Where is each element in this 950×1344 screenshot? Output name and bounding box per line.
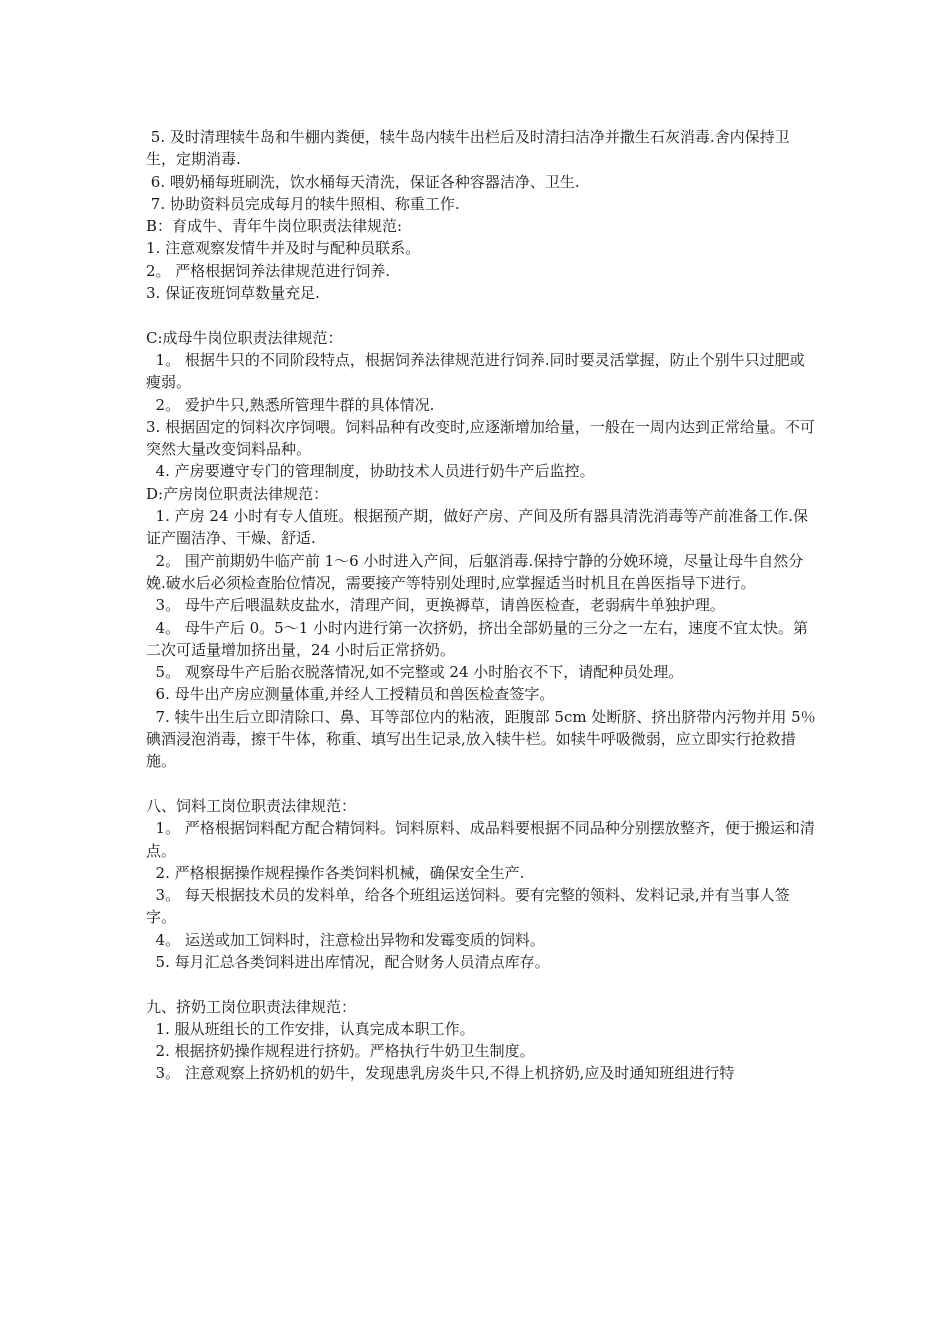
paragraph: 1. 注意观察发情牛并及时与配种员联系。 [146, 239, 421, 258]
paragraph: 1。 严格根据饲料配方配合精饲料。饲料原料、成品料要根据不同品种分别摆放整齐，便于搬运和清点。 [146, 819, 815, 860]
paragraph: 7. 犊牛出生后立即清除口、鼻、耳等部位内的粘液，距腹部 5cm 处断脐、挤出脐带内污物并用 5％碘酒浸泡消毒，擦干牛体，称重、填写出生记录,放入犊牛栏。如犊牛呼吸微弱，应立即实行抢救措施。 [146, 707, 816, 771]
paragraph: 3。 每天根据技术员的发料单，给各个班组运送饲料。要有完整的领料、发料记录,并有当事人签字。 [146, 886, 790, 927]
blank-line [146, 973, 818, 995]
paragraph: 2。 围产前期奶牛临产前 1～6 小时进入产间，后躯消毒.保持宁静的分娩环境，尽量让母牛自然分娩.破水后必须检查胎位情况，需要接产等特别处理时,应掌握适当时机且在兽医指导下进行。 [146, 551, 804, 592]
blank-line [146, 773, 818, 795]
paragraph: 4。 母牛产后 0。5～1 小时内进行第一次挤奶，挤出全部奶量的三分之一左右，速度不宜太快。第二次可适量增加挤出量，24 小时后正常挤奶。 [146, 618, 809, 659]
section-heading-c: C:成母牛岗位职责法律规范： [146, 328, 343, 347]
paragraph: 7. 协助资料员完成每月的犊牛照相、称重工作. [146, 194, 460, 213]
section-heading-b: B：育成牛、青年牛岗位职责法律规范: [146, 217, 403, 236]
paragraph: 3。 注意观察上挤奶机的奶牛，发现患乳房炎牛只,不得上机挤奶,应及时通知班组进行特 [146, 1064, 735, 1083]
blank-line [146, 304, 818, 326]
paragraph: 4。 运送或加工饲料时，注意检出异物和发霉变质的饲料。 [146, 930, 545, 949]
paragraph: 4. 产房要遵守专门的管理制度，协助技术人员进行奶牛产后监控。 [146, 462, 595, 481]
paragraph: 2。 严格根据饲养法律规范进行饲养. [146, 261, 391, 280]
paragraph: 5. 及时清理犊牛岛和牛棚内粪便，犊牛岛内犊牛出栏后及时清扫洁净并撒生石灰消毒.舍内保持卫生，定期消毒. [146, 128, 790, 169]
paragraph: 5. 每月汇总各类饲料进出库情况，配合财务人员清点库存。 [146, 952, 550, 971]
paragraph: 2。 爱护牛只,熟悉所管理牛群的具体情况. [146, 395, 435, 414]
paragraph: 3. 保证夜班饲草数量充足. [146, 284, 320, 303]
section-heading-8: 八、饲料工岗位职责法律规范： [146, 796, 357, 815]
paragraph: 2. 根据挤奶操作规程进行挤奶。严格执行牛奶卫生制度。 [146, 1042, 535, 1061]
paragraph: 1. 服从班组长的工作安排，认真完成本职工作。 [146, 1019, 475, 1038]
paragraph: 5。 观察母牛产后胎衣脱落情况,如不完整或 24 小时胎衣不下，请配种员处理。 [146, 663, 684, 682]
paragraph: 1。 根据牛只的不同阶段特点，根据饲养法律规范进行饲养.同时要灵活掌握，防止个别牛只过肥或瘦弱。 [146, 350, 805, 392]
paragraph: 3. 根据固定的饲料次序饲喂。饲料品种有改变时,应逐渐增加给量，一般在一周内达到正常给量。不可突然大量改变饲料品种。 [146, 417, 815, 459]
paragraph: 2. 严格根据操作规程操作各类饲料机械，确保安全生产. [146, 863, 525, 882]
document-body [146, 126, 818, 1085]
paragraph: 3。 母牛产后喂温麸皮盐水，清理产间，更换褥草，请兽医检查，老弱病牛单独护理。 [146, 596, 725, 615]
section-heading-9: 九、挤奶工岗位职责法律规范： [146, 997, 357, 1016]
section-heading-d: D:产房岗位职责法律规范： [146, 484, 329, 503]
paragraph: 6. 喂奶桶每班刷洗，饮水桶每天清洗，保证各种容器洁净、卫生. [146, 172, 580, 191]
paragraph: 1. 产房 24 小时有专人值班。根据预产期，做好产房、产间及所有器具清洗消毒等产前准备工作.保证产圈洁净、干燥、舒适. [146, 507, 809, 548]
paragraph: 6. 母牛出产房应测量体重,并经人工授精员和兽医检查签字。 [146, 685, 555, 704]
